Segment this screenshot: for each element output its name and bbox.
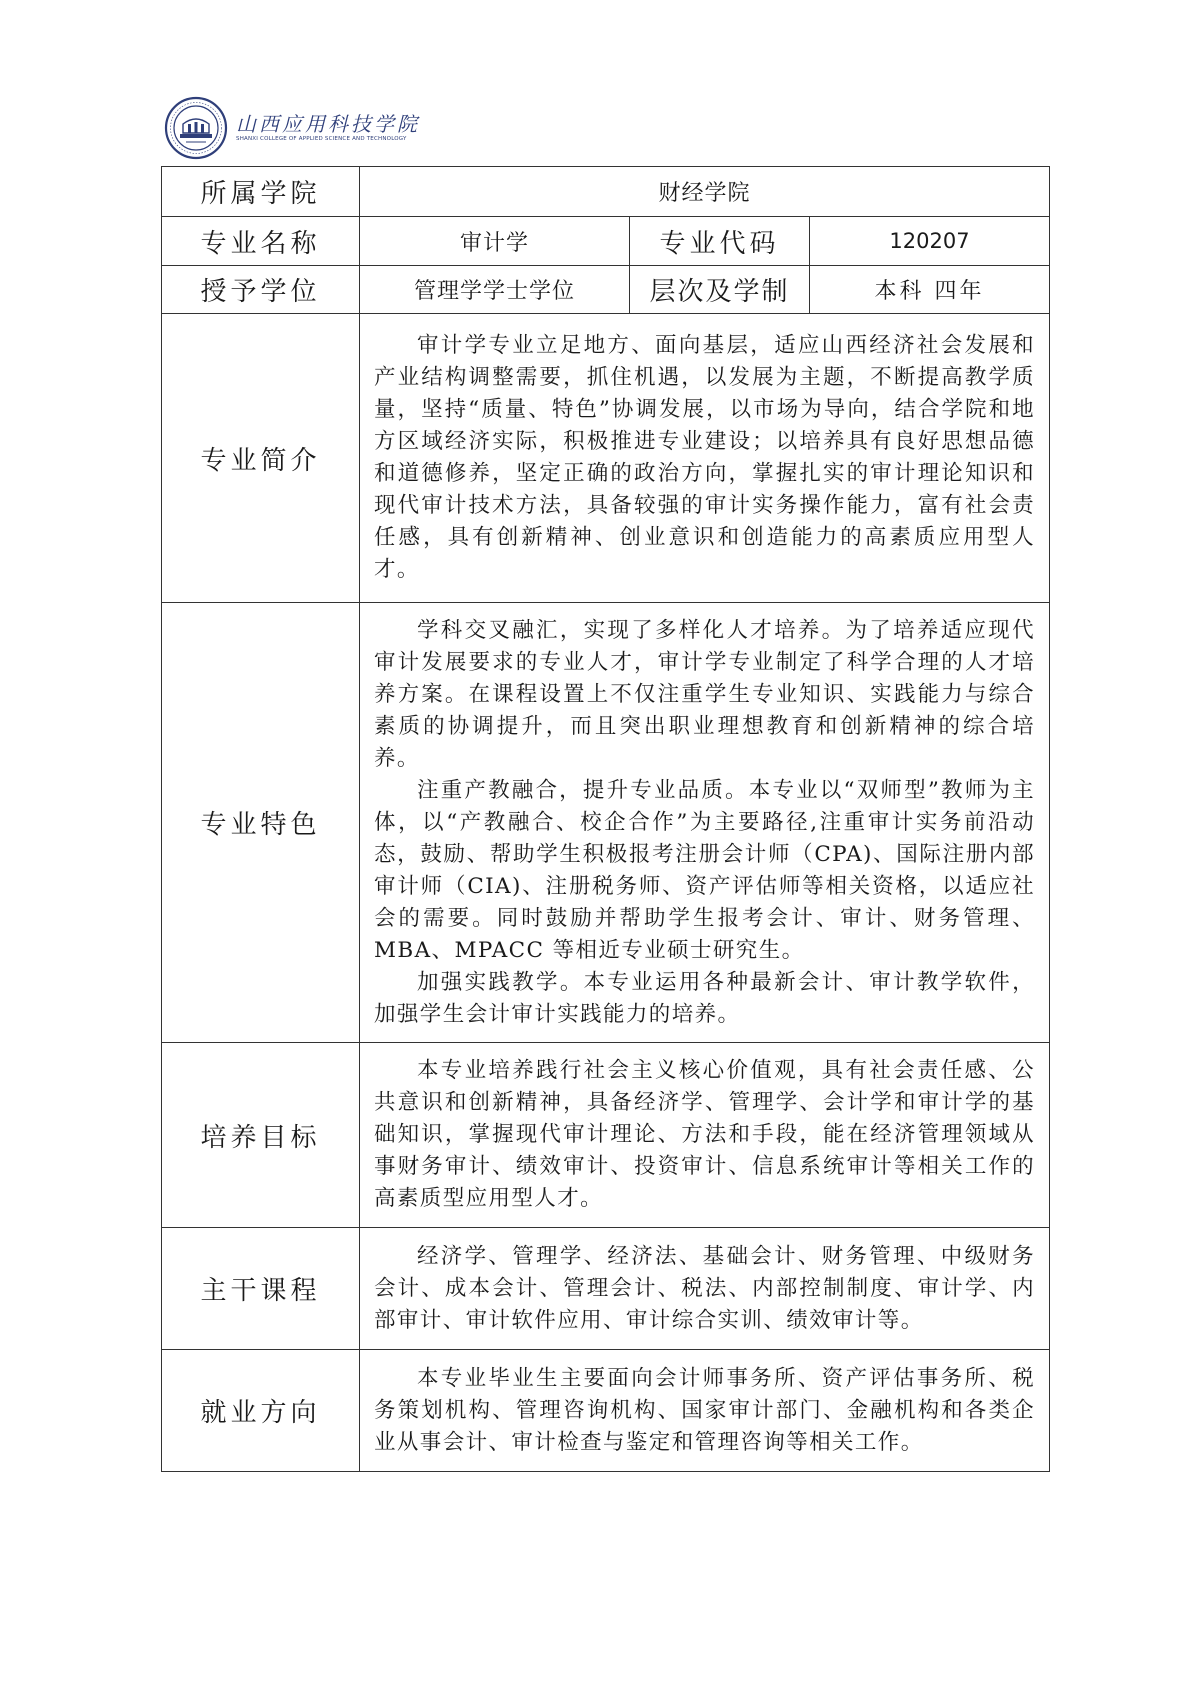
- features-content: [360, 603, 1050, 1043]
- features-paragraph: 学科交叉融汇，实现了多样化人才培养。为了培养适应现代审计发展要求的专业人才，审计学专业制定了科学合理的人才培养方案。在课程设置上不仅注重学生专业知识、实践能力与综合素质的协调提升，而且突出职业理想教育和创新精神的综合培养。: [374, 617, 1036, 771]
- college-value: 财经学院: [360, 167, 1050, 217]
- school-seal-icon: [164, 96, 228, 160]
- career-content: [360, 1350, 1050, 1472]
- row-goal: [162, 1043, 1050, 1228]
- courses-content: [360, 1228, 1050, 1350]
- courses-paragraph: 经济学、管理学、经济法、基础会计、财务管理、中级财务会计、成本会计、管理会计、税法、内部控制制度、审计学、内部审计、审计软件应用、审计综合实训、绩效审计等。: [374, 1243, 1036, 1333]
- courses-label: 主干课程: [162, 1228, 360, 1350]
- school-name-cn: 山西应用科技学院: [236, 112, 420, 136]
- intro-paragraph: 审计学专业立足地方、面向基层，适应山西经济社会发展和产业结构调整需要，抓住机遇，以发展为主题，不断提高教学质量，坚持“质量、特色”协调发展，以市场为导向，结合学院和地方区域经济实际，积极推进专业建设；以培养具有良好思想品德和道德修养，坚定正确的政治方向，掌握扎实的审计理论知识和现代审计技术方法，具备较强的审计实务操作能力，富有社会责任感，具有创新精神、创业意识和创造能力的高素质应用型人才。: [374, 333, 1036, 582]
- degree-value: 管理学学士学位: [360, 266, 630, 314]
- row-degree: [162, 266, 1050, 314]
- features-paragraph: 加强实践教学。本专业运用各种最新会计、审计教学软件，加强学生会计审计实践能力的培养。: [374, 969, 1036, 1027]
- row-features: [162, 603, 1050, 1043]
- career-label: 就业方向: [162, 1350, 360, 1472]
- major-code-label: 专业代码: [630, 217, 810, 266]
- row-college: [162, 167, 1050, 217]
- goal-label: 培养目标: [162, 1043, 360, 1228]
- major-info-table: [161, 166, 1050, 1472]
- row-courses: [162, 1228, 1050, 1350]
- page-header: [164, 96, 420, 160]
- row-career: [162, 1350, 1050, 1472]
- row-major: [162, 217, 1050, 266]
- intro-label: 专业简介: [162, 314, 360, 603]
- career-paragraph: 本专业毕业生主要面向会计师事务所、资产评估事务所、税务策划机构、管理咨询机构、国家审计部门、金融机构和各类企业从事会计、审计检查与鉴定和管理咨询等相关工作。: [374, 1365, 1036, 1455]
- degree-label: 授予学位: [162, 266, 360, 314]
- level-value: 本科 四年: [810, 266, 1050, 314]
- college-label: 所属学院: [162, 167, 360, 217]
- major-name-label: 专业名称: [162, 217, 360, 266]
- major-code-value: 120207: [810, 217, 1050, 266]
- intro-content: [360, 314, 1050, 603]
- features-paragraph: 注重产教融合，提升专业品质。本专业以“双师型”教师为主体，以“产教融合、校企合作”为主要路径,注重审计实务前沿动态，鼓励、帮助学生积极报考注册会计师（CPA)、国际注册内部审计师（CIA)、注册税务师、资产评估师等相关资格，以适应社会的需要。同时鼓励并帮助学生报考会计、审计、财务管理、MBA、MPACC 等相近专业硕士研究生。: [374, 777, 1036, 963]
- major-name-value: 审计学: [360, 217, 630, 266]
- goal-content: [360, 1043, 1050, 1228]
- level-label: 层次及学制: [630, 266, 810, 314]
- features-label: 专业特色: [162, 603, 360, 1043]
- row-intro: [162, 314, 1050, 603]
- school-name-en: SHANXI COLLEGE OF APPLIED SCIENCE AND TECHNOLOGY: [236, 136, 407, 142]
- school-brand: [236, 113, 420, 143]
- goal-paragraph: 本专业培养践行社会主义核心价值观，具有社会责任感、公共意识和创新精神，具备经济学、管理学、会计学和审计学的基础知识，掌握现代审计理论、方法和手段，能在经济管理领域从事财务审计、绩效审计、投资审计、信息系统审计等相关工作的高素质型应用型人才。: [374, 1058, 1036, 1211]
